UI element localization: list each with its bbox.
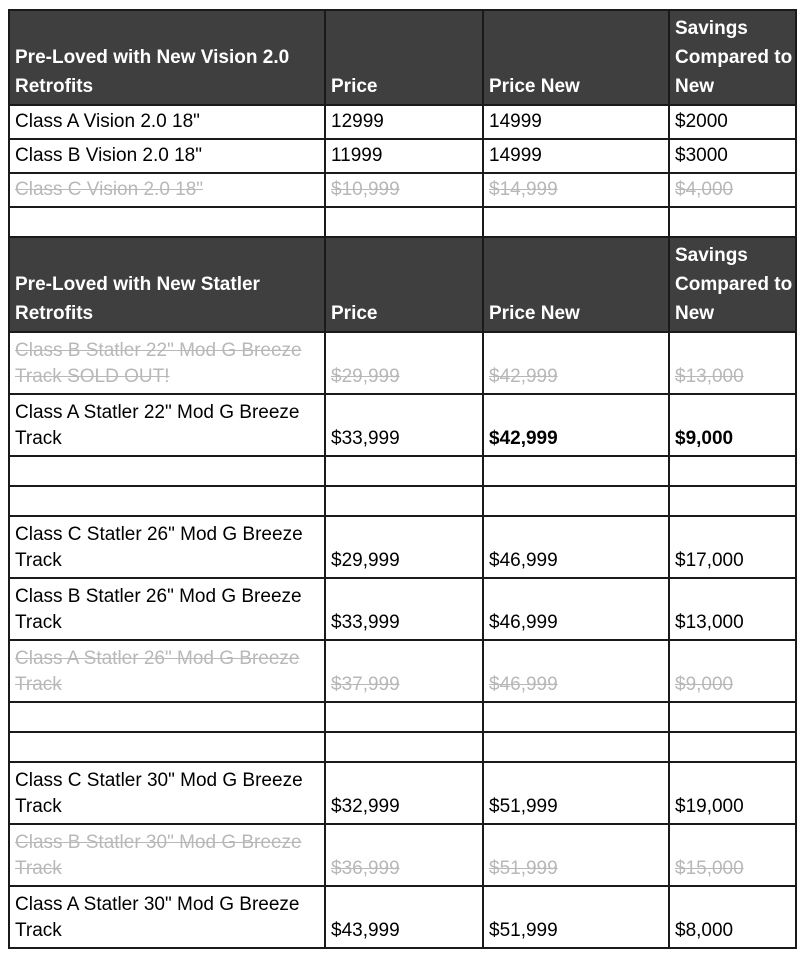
price-new-cell: $42,999 [483, 332, 669, 394]
savings-cell: $9,000 [669, 394, 796, 456]
table-row-sold-out [9, 332, 796, 394]
savings-cell: $8,000 [669, 886, 796, 948]
table-row-sold-out [9, 640, 796, 702]
price-new-cell: 14999 [483, 105, 669, 139]
price-new-cell: $51,999 [483, 886, 669, 948]
price-table [8, 9, 797, 949]
section-title: Pre-Loved with New Statler Retrofits [9, 237, 325, 332]
model-cell: Class B Vision 2.0 18" [9, 139, 325, 173]
price-new-cell: $14,999 [483, 173, 669, 207]
blank-row [9, 732, 796, 762]
table-row [9, 139, 796, 173]
table-row [9, 516, 796, 578]
savings-cell: $9,000 [669, 640, 796, 702]
model-cell: Class B Statler 22" Mod G Breeze Track SOLD OUT! [9, 332, 325, 394]
table-row [9, 762, 796, 824]
table-row-sold-out [9, 173, 796, 207]
price-cell: $10,999 [325, 173, 483, 207]
price-cell: $32,999 [325, 762, 483, 824]
price-new-header: Price New [483, 237, 669, 332]
price-new-cell: $46,999 [483, 516, 669, 578]
price-header: Price [325, 237, 483, 332]
price-new-cell: 14999 [483, 139, 669, 173]
savings-header: Savings Compared to New [669, 237, 796, 332]
blank-row [9, 207, 796, 237]
price-cell: $43,999 [325, 886, 483, 948]
price-new-cell: $46,999 [483, 578, 669, 640]
model-cell: Class A Statler 26" Mod G Breeze Track [9, 640, 325, 702]
price-cell: 12999 [325, 105, 483, 139]
price-list-sheet [8, 9, 797, 949]
model-cell: Class A Vision 2.0 18" [9, 105, 325, 139]
savings-cell: $15,000 [669, 824, 796, 886]
price-cell: $33,999 [325, 578, 483, 640]
model-cell: Class A Statler 22" Mod G Breeze Track [9, 394, 325, 456]
vision-header-row [9, 10, 796, 105]
savings-cell: $13,000 [669, 332, 796, 394]
savings-cell: $3000 [669, 139, 796, 173]
table-row-sold-out [9, 824, 796, 886]
blank-row [9, 486, 796, 516]
model-cell: Class A Statler 30" Mod G Breeze Track [9, 886, 325, 948]
model-cell: Class C Statler 30" Mod G Breeze Track [9, 762, 325, 824]
savings-cell: $13,000 [669, 578, 796, 640]
price-new-cell: $46,999 [483, 640, 669, 702]
blank-row [9, 456, 796, 486]
price-new-cell: $42,999 [483, 394, 669, 456]
model-cell: Class B Statler 26" Mod G Breeze Track [9, 578, 325, 640]
price-new-cell: $51,999 [483, 824, 669, 886]
price-cell: 11999 [325, 139, 483, 173]
section-title: Pre-Loved with New Vision 2.0 Retrofits [9, 10, 325, 105]
savings-header: Savings Compared to New [669, 10, 796, 105]
table-row [9, 394, 796, 456]
savings-cell: $4,000 [669, 173, 796, 207]
savings-cell: $17,000 [669, 516, 796, 578]
price-cell: $29,999 [325, 332, 483, 394]
model-cell: Class C Vision 2.0 18" [9, 173, 325, 207]
price-cell: $37,999 [325, 640, 483, 702]
price-new-cell: $51,999 [483, 762, 669, 824]
table-row [9, 105, 796, 139]
table-row [9, 578, 796, 640]
blank-row [9, 702, 796, 732]
model-cell: Class C Statler 26" Mod G Breeze Track [9, 516, 325, 578]
price-header: Price [325, 10, 483, 105]
price-cell: $29,999 [325, 516, 483, 578]
price-new-header: Price New [483, 10, 669, 105]
savings-cell: $19,000 [669, 762, 796, 824]
price-cell: $36,999 [325, 824, 483, 886]
model-cell: Class B Statler 30" Mod G Breeze Track [9, 824, 325, 886]
savings-cell: $2000 [669, 105, 796, 139]
statler-header-row [9, 237, 796, 332]
price-cell: $33,999 [325, 394, 483, 456]
table-row [9, 886, 796, 948]
